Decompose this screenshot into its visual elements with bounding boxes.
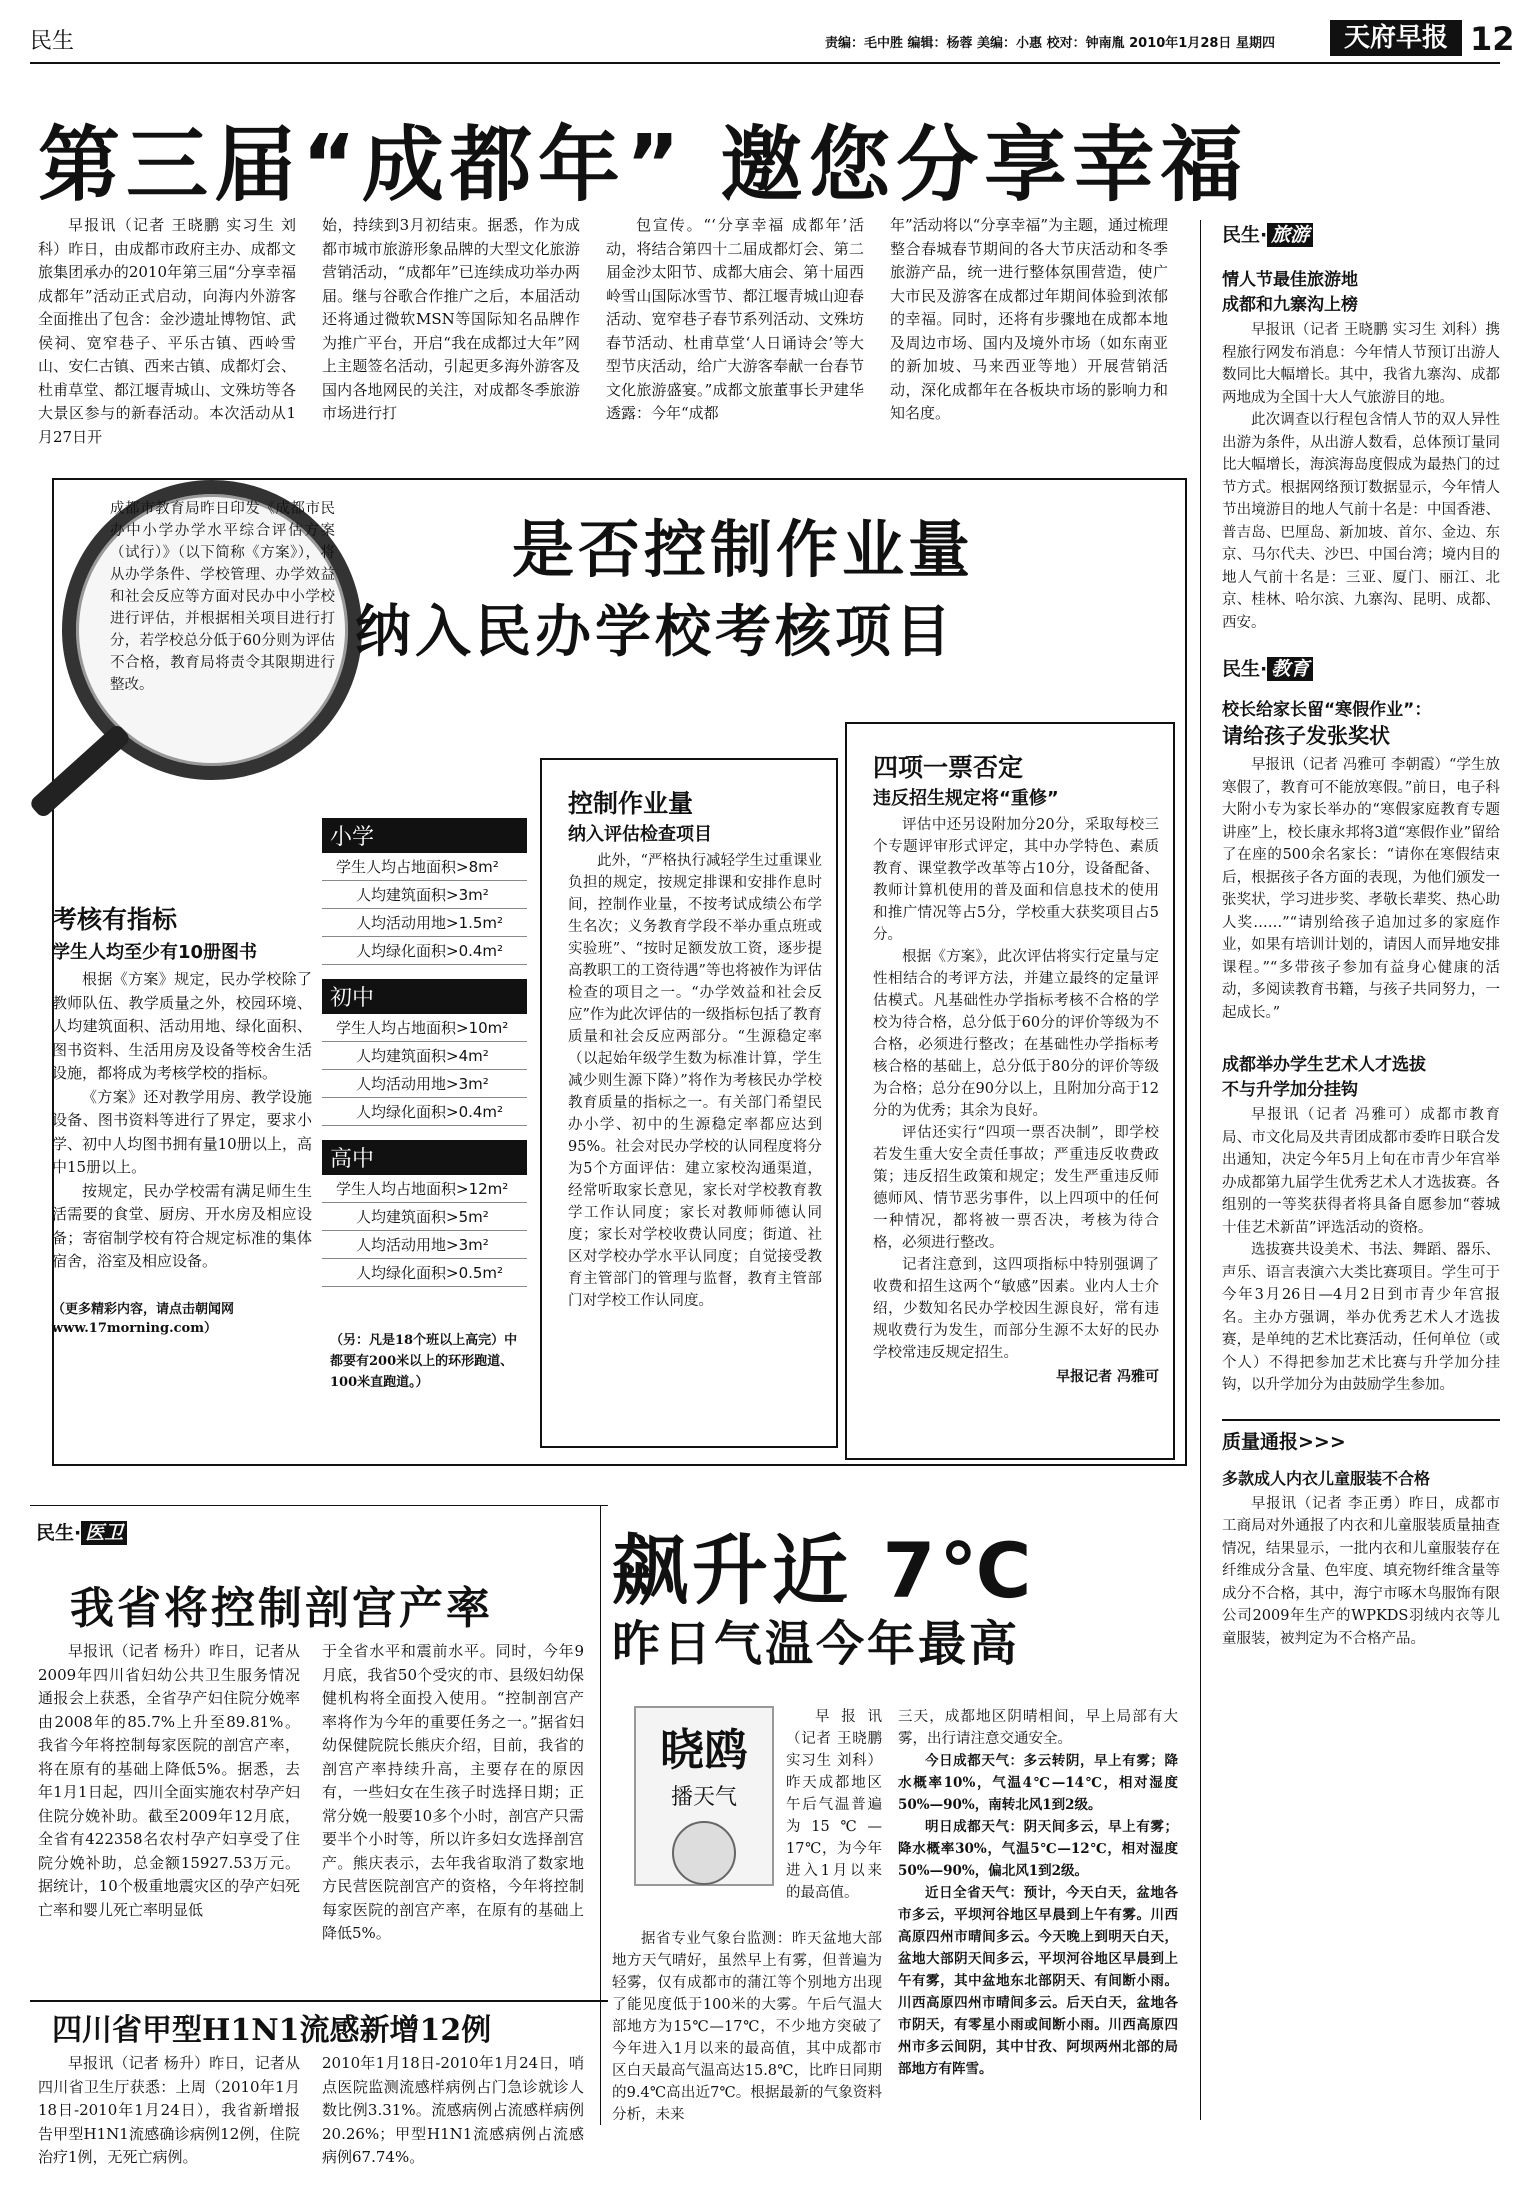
story4-title: 多款成人内衣儿童服装不合格 <box>1222 1468 1431 1488</box>
weather-logo <box>634 1706 774 1886</box>
story1-title1: 情人节最佳旅游地 <box>1222 270 1358 290</box>
h1n1-col-1: 早报讯（记者 杨升）昨日，记者从四川省卫生厅获悉：上周（2010年1月18日-2010年1月24日），我省新增报告甲型H1N1流感确诊病例12例，住院治疗1例，无死亡病例。 <box>38 2054 300 2166</box>
health-tag: 民生· 医卫 <box>36 1518 127 1545</box>
sidebar-tag-education: 民生· 教育 <box>1222 654 1500 681</box>
table-row: 人均绿化面积>0.5m² <box>322 1259 527 1287</box>
level-header-0: 小学 <box>322 818 527 853</box>
sub2-body: 此外，“严格执行减轻学生过重课业负担的规定，按规定排课和安排作息时间，控制作业量，不按考试成绩公布学生名次；义务教育学段不举办重点班或实验班”、“按时足额发放工资，逐步提高教职工的工资待遇”等也将被作为评估检查的项目之一。“办学效益和社会反应”作为此次评估的一级指标包括了教育质量和社会反应两部分。“生源稳定率（以起始年级学生数为标准计算，学生减少则生源下降）”将作为考核民办学校教育质量的指标之一。有关部门希望民办小学、初中的生源稳定率都应达到95%。社会对民办学校的认同程度将分为5个方面评估：建立家校沟通渠道，经常听取家长意见，家长对学校教育教学工作认同度；家长对教师师德认同度；家长对学校收费认同度；街道、社区对学校办学水平认同度；自觉接受教育主管部门的管理与监督，教育主管部门对学校工作认同度。 <box>568 853 822 1309</box>
forecast-tomorrow: 明日成都天气：阴天间多云，早上有雾；降水概率30%，气温5℃—12℃，相对湿度50%—90%，偏北风1到2级。 <box>898 1819 1178 1879</box>
table-row: 学生人均占地面积>12m² <box>322 1175 527 1203</box>
h1n1-headline: 四川省甲型H1N1流感新增12例 <box>52 2013 492 2048</box>
sub3-subtitle: 违反招生规定将“重修” <box>873 788 1059 809</box>
table-row: 人均绿化面积>0.4m² <box>322 937 527 965</box>
h1n1-col-2: 2010年1月18日-2010年1月24日，哨点医院监测流感样病例占门急诊就诊人数比例3.31%。流感病例占流感样病例20.26%；甲型H1N1流感病例占流感病例67.74%。 <box>322 2054 584 2166</box>
sub1-subtitle: 学生人均至少有10册图书 <box>52 942 258 963</box>
newspaper-logo-text: 天府早报 <box>1343 23 1448 53</box>
h1n1-top-rule <box>30 2000 608 2002</box>
edu-headline-2: 纳入民办学校考核项目 <box>355 600 955 665</box>
health-col-2: 于全省水平和震前水平。同时，今年9月底，我省50个受灾的市、县级妇幼保健机构将全面投入使用。“控制剖宫产率将作为今年的重要任务之一。”据省妇幼保健院院长熊庆介绍，目前，我省的剖宫产率持续升高，主要存在的原因有，一些妇女在生孩子时选择日期；正常分娩一般要10多个小时，剖宫产只需要半个小时等，所以许多妇女选择剖宫产。熊庆表示，去年我省取消了数家地方民营医院剖宫产的资格，今年将控制每家医院的剖宫产率，在原有的基础上降低5%。 <box>322 1642 584 1942</box>
forecast-province: 近日全省天气：预计，今天白天，盆地各市多云，平坝河谷地区早晨到上午有雾。川西高原四州市晴间多云。今天晚上到明天白天，盆地大部阴天间多云，平坝河谷地区早晨到上午有雾，其中盆地东北部阴天、有间断小雨。川西高原四州市晴间多云。后天白天，盆地各市阴天，有零星小雨或间断小雨。川西高原四州市多云间阴，其中甘孜、阿坝两州北部的局部地方有阵雪。 <box>898 1885 1178 2077</box>
lead-col-2: 始，持续到3月初结束。据悉，作为成都市城市旅游形象品牌的大型文化旅游营销活动，“成都年”已连续成功举办两届。继与谷歌合作推广之后，本届活动还将通过微软MSN等国际知名品牌作为推广平台，开启“我在成都过大年”网上主题签名活动，引起更多海外游客及国内各地网民的关注，对成都冬季旅游市场进行打 <box>322 216 580 422</box>
sub1-title: 考核有指标 <box>52 905 178 934</box>
edu-headline-1: 是否控制作业量 <box>512 513 975 586</box>
story1-title2: 成都和九寨沟上榜 <box>1222 295 1358 315</box>
forecast-today: 今日成都天气：多云转阴，早上有雾；降水概率10%，气温4℃—14℃，相对湿度50%—90%，南转北风1到2级。 <box>898 1753 1178 1813</box>
table-row: 人均绿化面积>0.4m² <box>322 1098 527 1126</box>
story3-title1: 成都举办学生艺术人才选拔 <box>1222 1055 1426 1075</box>
header-rule <box>30 62 1500 64</box>
story1-body: 早报讯（记者 王晓鹏 实习生 刘科）携程旅行网发布消息：今年情人节预订出游人数同比大幅增长。其中，我省九寨沟、成都两地成为全国十大人气旅游目的地。 此次调查以行程包含情人节的双人异性出游为条件，从出游人数看，总体预订量同比大幅增长，海滨海岛度假成为最热门的过节方式。根据网络预订数据显示，今年情人节出境游目的地人气前十名是：中国香港、普吉岛、巴厘岛、新加坡、首尔、金边、东京、马尔代夫、沙巴、中国台湾；境内目的地人气前十名是：三亚、厦门、丽江、北京、桂林、哈尔滨、九寨沟、昆明、成都、西安。 <box>1222 322 1500 631</box>
weather-logo-big: 晓鸥 <box>660 1725 748 1776</box>
page-number: 12 <box>1470 20 1515 58</box>
health-weather-divider <box>600 1505 601 2125</box>
standards-table <box>322 812 527 1287</box>
lead-col-1: 早报讯（记者 王晓鹏 实习生 刘科）昨日，由成都市政府主办、成都文旅集团承办的2010年第三届“分享幸福 成都年”活动正式启动，向海内外游客全面推出了包含：金沙遗址博物馆、武侯祠、宽窄巷子、平乐古镇、西岭雪山、安仁古镇、西来古镇、成都灯会、杜甫草堂、都江堰青城山、文殊坊等各大景区参与的新春活动。本次活动从1月27日开 <box>38 216 296 446</box>
newspaper-logo <box>1330 20 1462 56</box>
story4-body: 早报讯（记者 李正勇）昨日，成都市工商局对外通报了内衣和儿童服装质量抽查情况，结果显示，一批内衣和儿童服装存在纤维成分含量、色牢度、填充物纤维含量等成分不合格，其中，海宁市啄木鸟服饰有限公司2009年生产的WPKDS羽绒内衣等儿童服装，被判定为不合格产品。 <box>1222 1495 1500 1647</box>
weather-headline-2: 昨日气温今年最高 <box>612 1616 1021 1672</box>
health-headline: 我省将控制剖宫产率 <box>70 1583 493 1634</box>
edu-sub2 <box>540 758 838 1448</box>
table-note: （另：凡是18个班以上高完）中都要有200米以上的环形跑道、100米直跑道。） <box>330 1333 518 1390</box>
level-header-2: 高中 <box>322 1140 527 1175</box>
weather-side-text: 早报讯（记者 王晓鹏 实习生 刘科）昨天成都地区午后气温普遍为15℃—17℃，为今年进入1月以来的最高值。 <box>786 1709 882 1901</box>
sub2-subtitle: 纳入评估检查项目 <box>568 824 712 845</box>
story3-body: 早报讯（记者 冯雅可）成都市教育局、市文化局及共青团成都市委昨日联合发出通知，决定今年5月上旬在市青少年宫举办成都第九届学生优秀艺术人才选拔赛。各组别的一等奖获得者将具备自愿参加“蓉城十佳艺术新苗”评选活动的资格。 选拔赛共设美术、书法、舞蹈、器乐、声乐、语言表演六大类比赛项目。学生可于今年3月26日—4月2日到市青少年宫报名。主办方强调，举办优秀艺术人才选拔赛，是单纯的艺术比赛活动，任何单位（或个人）不得把参加艺术比赛与升学加分挂钩，以升学加分为由鼓励学生参加。 <box>1222 1107 1500 1393</box>
sidebar-tag-travel: 民生· 旅游 <box>1222 220 1500 247</box>
sub3-title: 四项一票否定 <box>873 753 1024 782</box>
table-row: 人均活动用地>1.5m² <box>322 909 527 937</box>
story2-body: 早报讯（记者 冯雅可 李朝霞）“学生放寒假了，教育可不能放寒假。”前日，电子科大附小专为家长举办的“寒假家庭教育专题讲座”上，校长康永邦将3道“寒假作业”留给了在座的500余名家长：“请你在寒假结束后，根据孩子各方面的表现，为他们颁发一张奖状，学习进步奖、孝敬长辈奖、热心助人奖……”“请别给孩子追加过多的家庭作业，如果有培训计划的，请因人而异地安排课程。”“多带孩子参加有益身心健康的活动，多阅读教育书籍，与孩子共同努力，一起成长。” <box>1222 757 1500 1021</box>
page-header <box>30 20 1515 64</box>
quality-report-tag: 质量通报>>> <box>1222 1419 1500 1454</box>
table-row: 学生人均占地面积>8m² <box>322 853 527 881</box>
table-row: 人均建筑面积>3m² <box>322 881 527 909</box>
health-col-1: 早报讯（记者 杨升）昨日，记者从2009年四川省妇幼公共卫生服务情况通报会上获悉，全省孕产妇住院分娩率由2008年的85.7%上升至89.81%。我省今年将控制每家医院的剖宫产率，将在原有的基础上降低5%。据悉，去年1月1日起，四川全面实施农村孕产妇住院分娩补助。截至2009年12月底，全省有422358名农村孕产妇享受了住院分娩补助，总金额15927.53万元。据统计，10个极重地震灾区的孕产妇死亡率和婴儿死亡率明显低 <box>38 1642 300 1919</box>
more-info-link[interactable]: （更多精彩内容，请点击朝闻网 www.17morning.com） <box>52 1301 235 1336</box>
lead-col-4: 年”活动将以“分享幸福”为主题，通过梳理整合春城春节期间的各大节庆活动和冬季旅游产品，统一进行整体氛围营造，使广大市民及游客在成都过年期间体验到浓郁的幸福。同时，还将有步骤地在成都本地及周边市场、国内及境外市场（如东南亚的新加坡、马来西亚等地）开展营销活动，深化成都年在各板块市场的影响力和知名度。 <box>890 216 1169 422</box>
sub1-body: 根据《方案》规定，民办学校除了教师队伍、教学质量之外，校园环境、人均建筑面积、活动用地、绿化面积、图书资料、生活用房及设备等校舍生活设施，都将成为考核学校的指标。 《方案》还对教学用房、教学设施设备、图书资料等进行了界定，要求小学、初中人均图书拥有量10册以上，高中15册以上。 按规定，民办学校需有满足师生生活需要的食堂、厨房、开水房及相应设备；寄宿制学校有符合规定标准的集体宿舍，浴室及相应设备。 <box>52 970 312 1270</box>
lead-headline: 第三届“成都年” 邀您分享幸福 <box>38 118 1249 213</box>
magnifier-text: 成都市教育局昨日印发《成都市民办中小学办学水平综合评估方案（试行）》（以下简称《方案》），将从办学条件、学校管理、办学效益和社会反应等方面对民办中小学校进行评估，并根据相关项目进行打分，若学校总分低于60分则为评估不合格，教育局将责令其限期进行整改。 <box>110 501 335 693</box>
weather-main-text: 据省专业气象台监测：昨天盆地大部地方天气晴好，虽然早上有雾，但普遍为轻雾，仅有成都市的蒲江等个别地方出现了能见度低于100米的大雾。午后气温大部地方为15℃—17℃，不少地方突破了今年进入1月以来的最高值，其中成都市区白天最高气温高达15.8℃，比昨日同期的9.4℃高出近7℃。根据最新的气象资料分析，未来 <box>612 1931 882 2123</box>
weather-logo-small: 播天气 <box>670 1785 737 1810</box>
health-top-rule <box>30 1505 608 1506</box>
sub2-title: 控制作业量 <box>568 789 694 818</box>
weather-headline-1: 飙升近 7℃ <box>612 1526 1036 1615</box>
sidebar <box>1222 220 1500 1650</box>
lead-col-3: 包宣传。“‘分享幸福 成都年’活动，将结合第四十二届成都灯会、第二届金沙太阳节、成都大庙会、第十届西岭雪山国际冰雪节、都江堰青城山迎春活动、宽窄巷子春节系列活动、文殊坊春节活动、杜甫草堂‘人日诵诗会’等大型节庆活动，给广大游客奉献一台春节文化旅游盛宴。”成都文旅董事长尹建华透露：今年“成都 <box>606 216 864 422</box>
section-label: 民生 <box>30 29 75 54</box>
sidebar-divider <box>1200 220 1201 2120</box>
edu-sub1 <box>52 900 312 1336</box>
story3-title2: 不与升学加分挂钩 <box>1222 1080 1358 1100</box>
table-row: 人均建筑面积>5m² <box>322 1203 527 1231</box>
sub3-byline: 早报记者 冯雅可 <box>1056 1369 1159 1385</box>
table-row: 人均建筑面积>4m² <box>322 1042 527 1070</box>
sub3-body: 评估中还另设附加分20分，采取每校三个专题评审形式评定，其中办学特色、素质教育、课堂教学改革等占10分，设备配备、教师计算机使用的普及面和信息技术的使用和推广情况等占5分，学校重大获奖项目占5分。 根据《方案》，此次评估将实行定量与定性相结合的考评方法，并建立最终的定量评估模式。凡基础性办学指标考核不合格的学校为待合格，总分低于60分的评价等级为不合格，必须进行整改；在基础性办学指标考核合格的基础上，总分低于80分的评价等级为合格；总分在90分以上，且附加分高于12分的为优秀；其余为良好。 评估还实行“四项一票否决制”，即学校若发生重大安全责任事故；严重违反收费政策；违反招生政策和规定；发生严重违反师德师风、情节恶劣事件，以上四项中的任何一种情况，都将被一票否决，考核为待合格，必须进行整改。 记者注意到，这四项指标中特别强调了收费和招生这两个“敏感”因素。业内人士介绍，少数知名民办学校因生源良好，常有违规收费行为发生，而部分生源不太好的民办学校常违反规定招生。 <box>873 817 1159 1361</box>
edu-sub3 <box>845 722 1175 1460</box>
weather-col-2: 三天，成都地区阴晴相间，早上局部有大雾，出行请注意交通安全。 今日成都天气：多云转阴，早上有雾；降水概率10%，气温4℃—14℃，相对湿度50%—90%，南转北风1到2级。 明日成都天气：阴天间多云，早上有雾；降水概率30%，气温5℃—12℃，相对湿度50%—90%，偏北风1到2级。 近日全省天气：预计，今天白天，盆地各市多云，平坝河谷地区早晨到上午有雾。川西高原四州市晴间多云。今天晚上到明天白天，盆地大部阴天间多云，平坝河谷地区早晨到上午有雾，其中盆地东北部阴天、有间断小雨。川西高原四州市晴间多云。后天白天，盆地各市阴天，有零星小雨或间断小雨。川西高原四州市多云间阴，其中甘孜、阿坝两州北部的局部地方有阵雪。 <box>898 1706 1178 2080</box>
story2-title1: 校长给家长留“寒假作业”： <box>1222 700 1432 720</box>
table-row: 人均活动用地>3m² <box>322 1231 527 1259</box>
credits-line: 责编：毛中胜 编辑：杨蓉 美编：小惠 校对：钟南胤 2010年1月28日 星期四 <box>825 36 1275 51</box>
cartoon-figure-icon <box>672 1821 736 1885</box>
level-header-1: 初中 <box>322 979 527 1014</box>
table-row: 人均活动用地>3m² <box>322 1070 527 1098</box>
table-row: 学生人均占地面积>10m² <box>322 1014 527 1042</box>
story2-title2: 请给孩子发张奖状 <box>1222 724 1390 748</box>
